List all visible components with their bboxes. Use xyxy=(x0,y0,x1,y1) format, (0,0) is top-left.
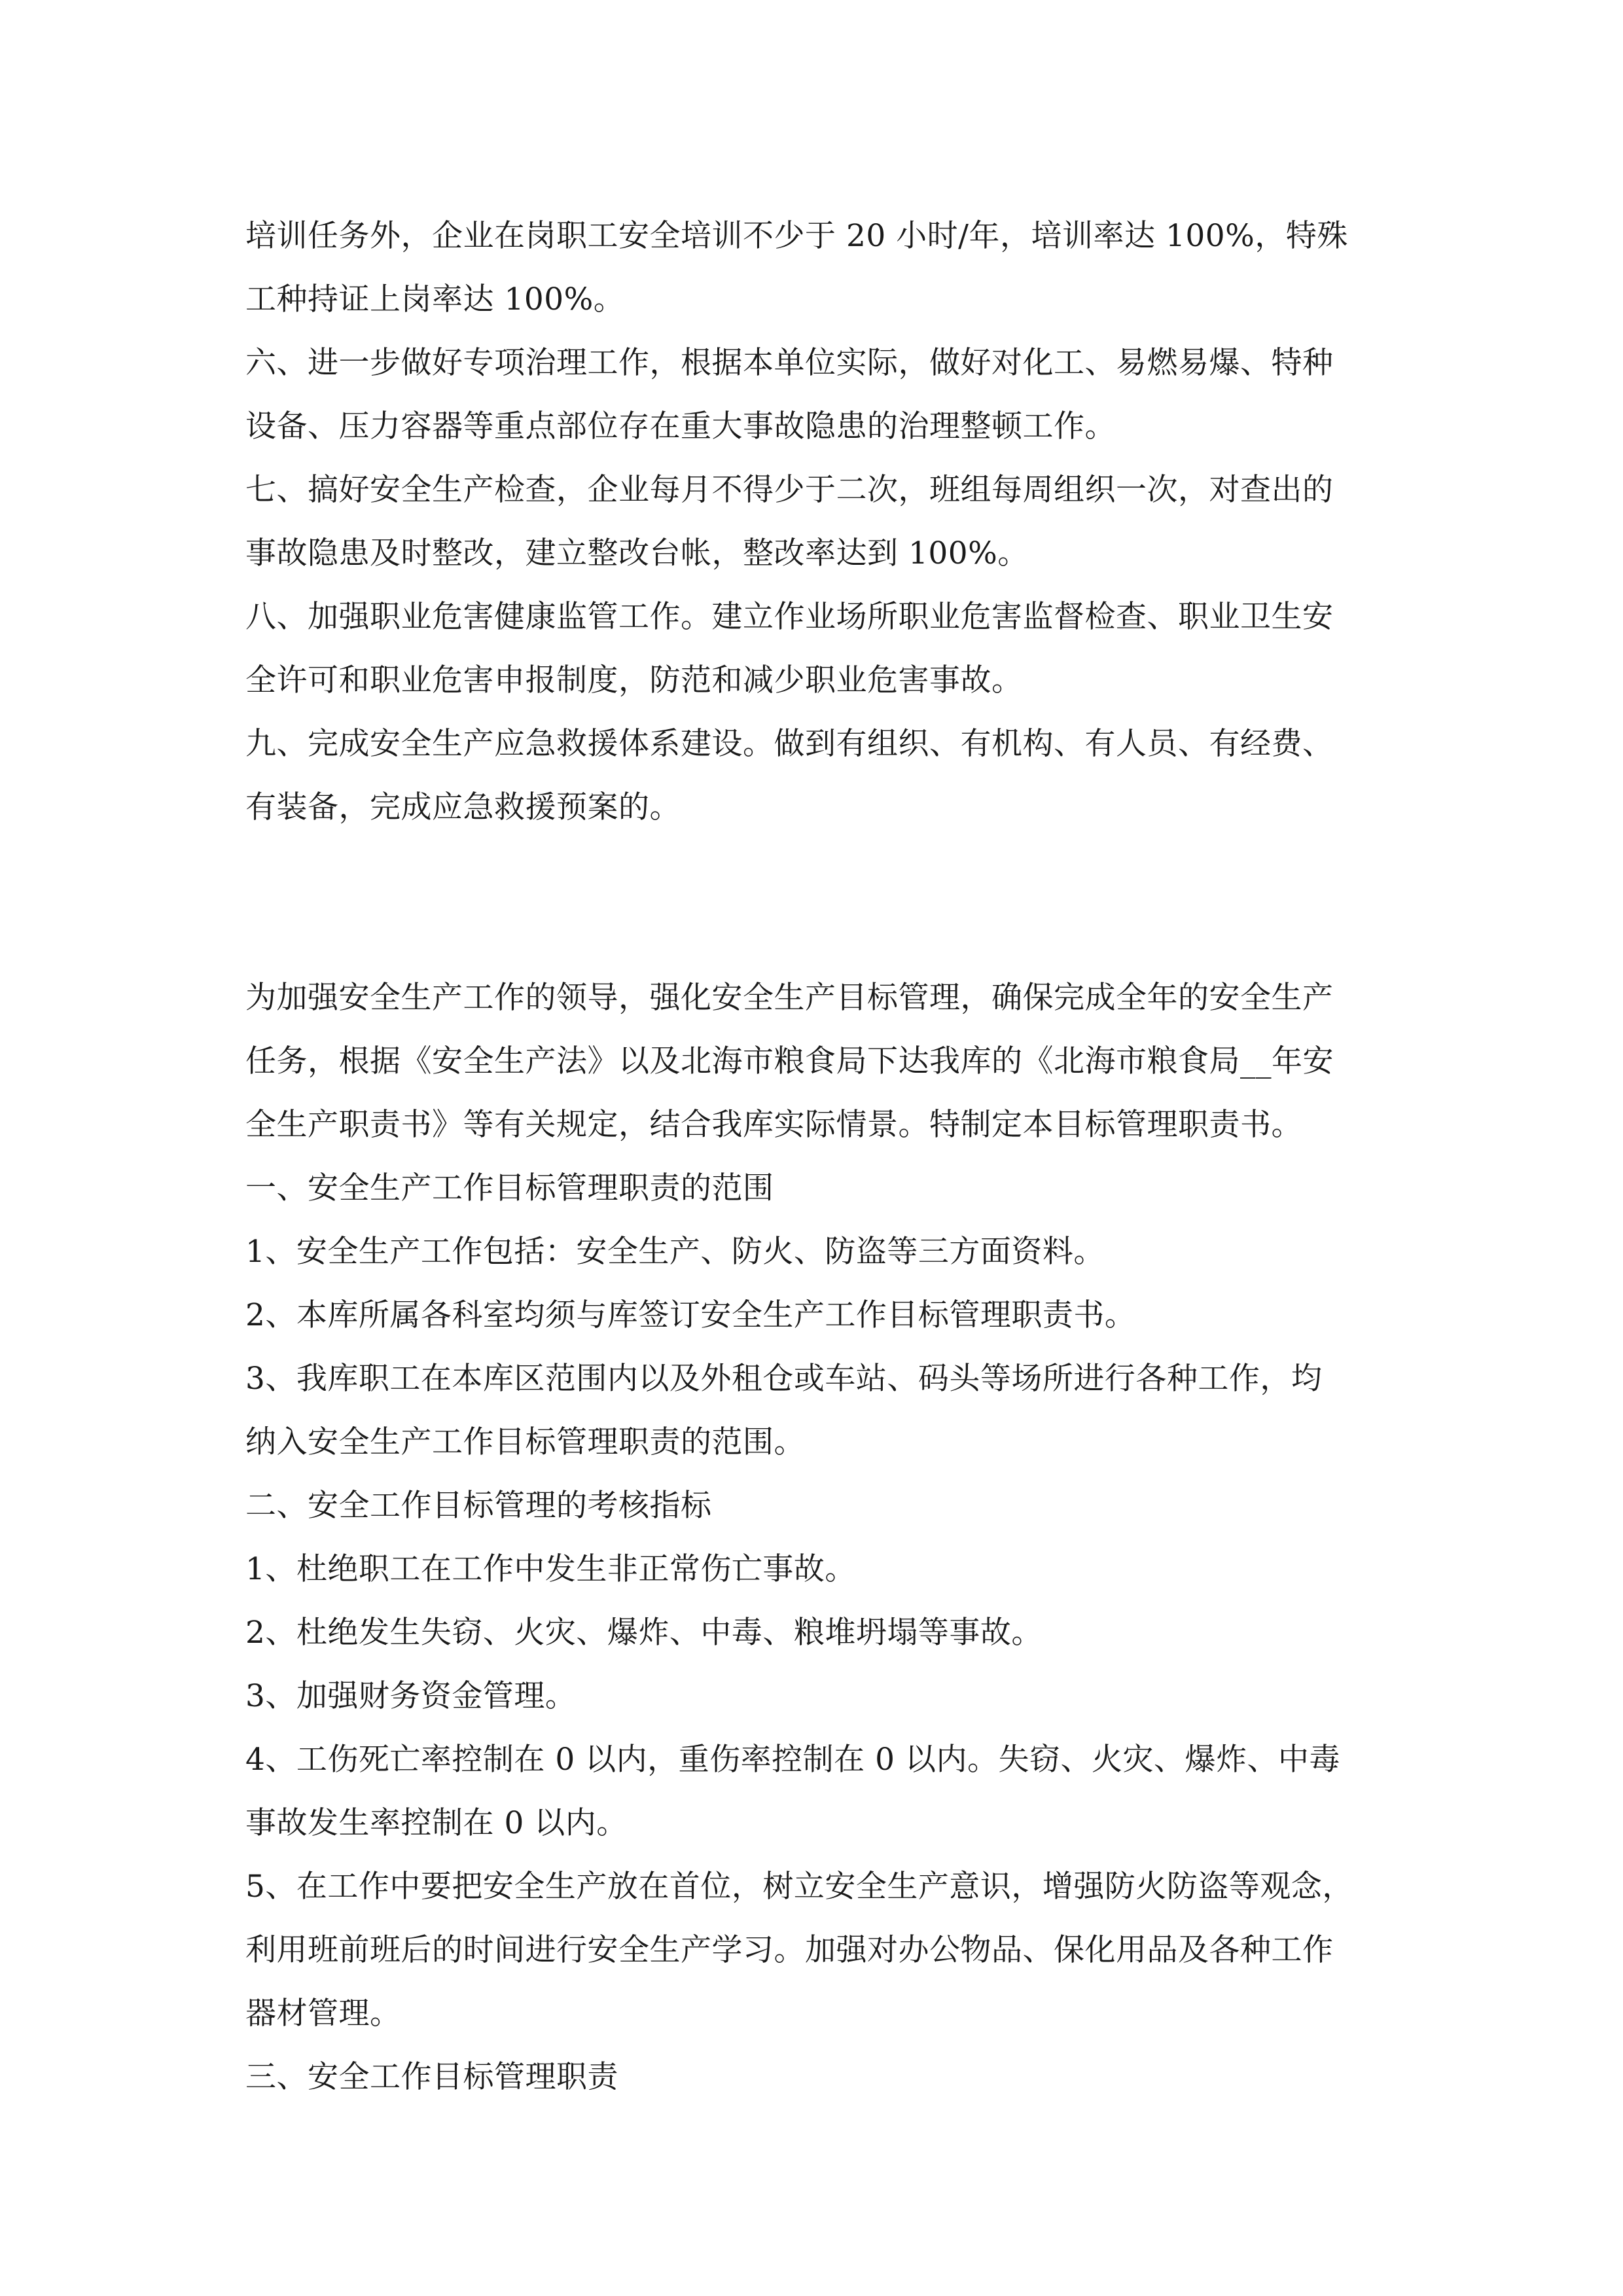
document-body xyxy=(245,204,1397,2109)
text-line: 事故隐患及时整改，建立整改台帐，整改率达到 100%。 xyxy=(245,535,1029,571)
section-gap xyxy=(245,839,1397,966)
text-line: 全许可和职业危害申报制度，防范和减少职业危害事故。 xyxy=(245,662,1023,698)
text-line: 1、安全生产工作包括：安全生产、防火、防盗等三方面资料。 xyxy=(245,1234,1105,1270)
text-line: 设备、压力容器等重点部位存在重大事故隐患的治理整顿工作。 xyxy=(245,408,1116,444)
text-line: 七、搞好安全生产检查，企业每月不得少于二次，班组每周组织一次，对查出的 xyxy=(245,472,1334,508)
text-line: 纳入安全生产工作目标管理职责的范围。 xyxy=(245,1424,805,1460)
text-line: 六、进一步做好专项治理工作，根据本单位实际，做好对化工、易燃易爆、特种 xyxy=(245,345,1334,381)
text-line: 2、本库所属各科室均须与库签订安全生产工作目标管理职责书。 xyxy=(245,1297,1136,1333)
heading-line: 二、安全工作目标管理的考核指标 xyxy=(245,1488,712,1524)
text-line: 2、杜绝发生失窃、火灾、爆炸、中毒、粮堆坍塌等事故。 xyxy=(245,1615,1043,1651)
section-a xyxy=(245,204,1397,839)
text-line: 3、我库职工在本库区范围内以及外租仓或车站、码头等场所进行各种工作，均 xyxy=(245,1361,1323,1397)
heading-line: 三、安全工作目标管理职责 xyxy=(245,2059,618,2095)
text-line: 培训任务外，企业在岗职工安全培训不少于 20 小时/年，培训率达 100%，特殊 xyxy=(245,218,1348,254)
text-line: 事故发生率控制在 0 以内。 xyxy=(245,1805,628,1841)
section-b xyxy=(245,966,1397,2109)
text-line: 有装备，完成应急救援预案的。 xyxy=(245,789,681,825)
text-line: 器材管理。 xyxy=(245,1996,401,2032)
text-line: 全生产职责书》等有关规定，结合我库实际情景。特制定本目标管理职责书。 xyxy=(245,1107,1302,1143)
text-line: 4、工伤死亡率控制在 0 以内，重伤率控制在 0 以内。失窃、火灾、爆炸、中毒 xyxy=(245,1742,1340,1778)
text-line: 3、加强财务资金管理。 xyxy=(245,1678,577,1714)
text-line: 八、加强职业危害健康监管工作。建立作业场所职业危害监督检查、职业卫生安 xyxy=(245,599,1334,635)
heading-line: 一、安全生产工作目标管理职责的范围 xyxy=(245,1170,774,1206)
text-line: 利用班前班后的时间进行安全生产学习。加强对办公物品、保化用品及各种工作 xyxy=(245,1932,1334,1968)
text-line: 九、完成安全生产应急救援体系建设。做到有组织、有机构、有人员、有经费、 xyxy=(245,726,1334,762)
text-line: 5、在工作中要把安全生产放在首位，树立安全生产意识，增强防火防盗等观念， xyxy=(245,1869,1353,1905)
text-line: 工种持证上岗率达 100%。 xyxy=(245,281,625,317)
text-line: 为加强安全生产工作的领导，强化安全生产目标管理，确保完成全年的安全生产 xyxy=(245,980,1334,1016)
text-line: 任务，根据《安全生产法》以及北海市粮食局下达我库的《北海市粮食局__年安 xyxy=(245,1043,1334,1079)
text-line: 1、杜绝职工在工作中发生非正常伤亡事故。 xyxy=(245,1551,856,1587)
